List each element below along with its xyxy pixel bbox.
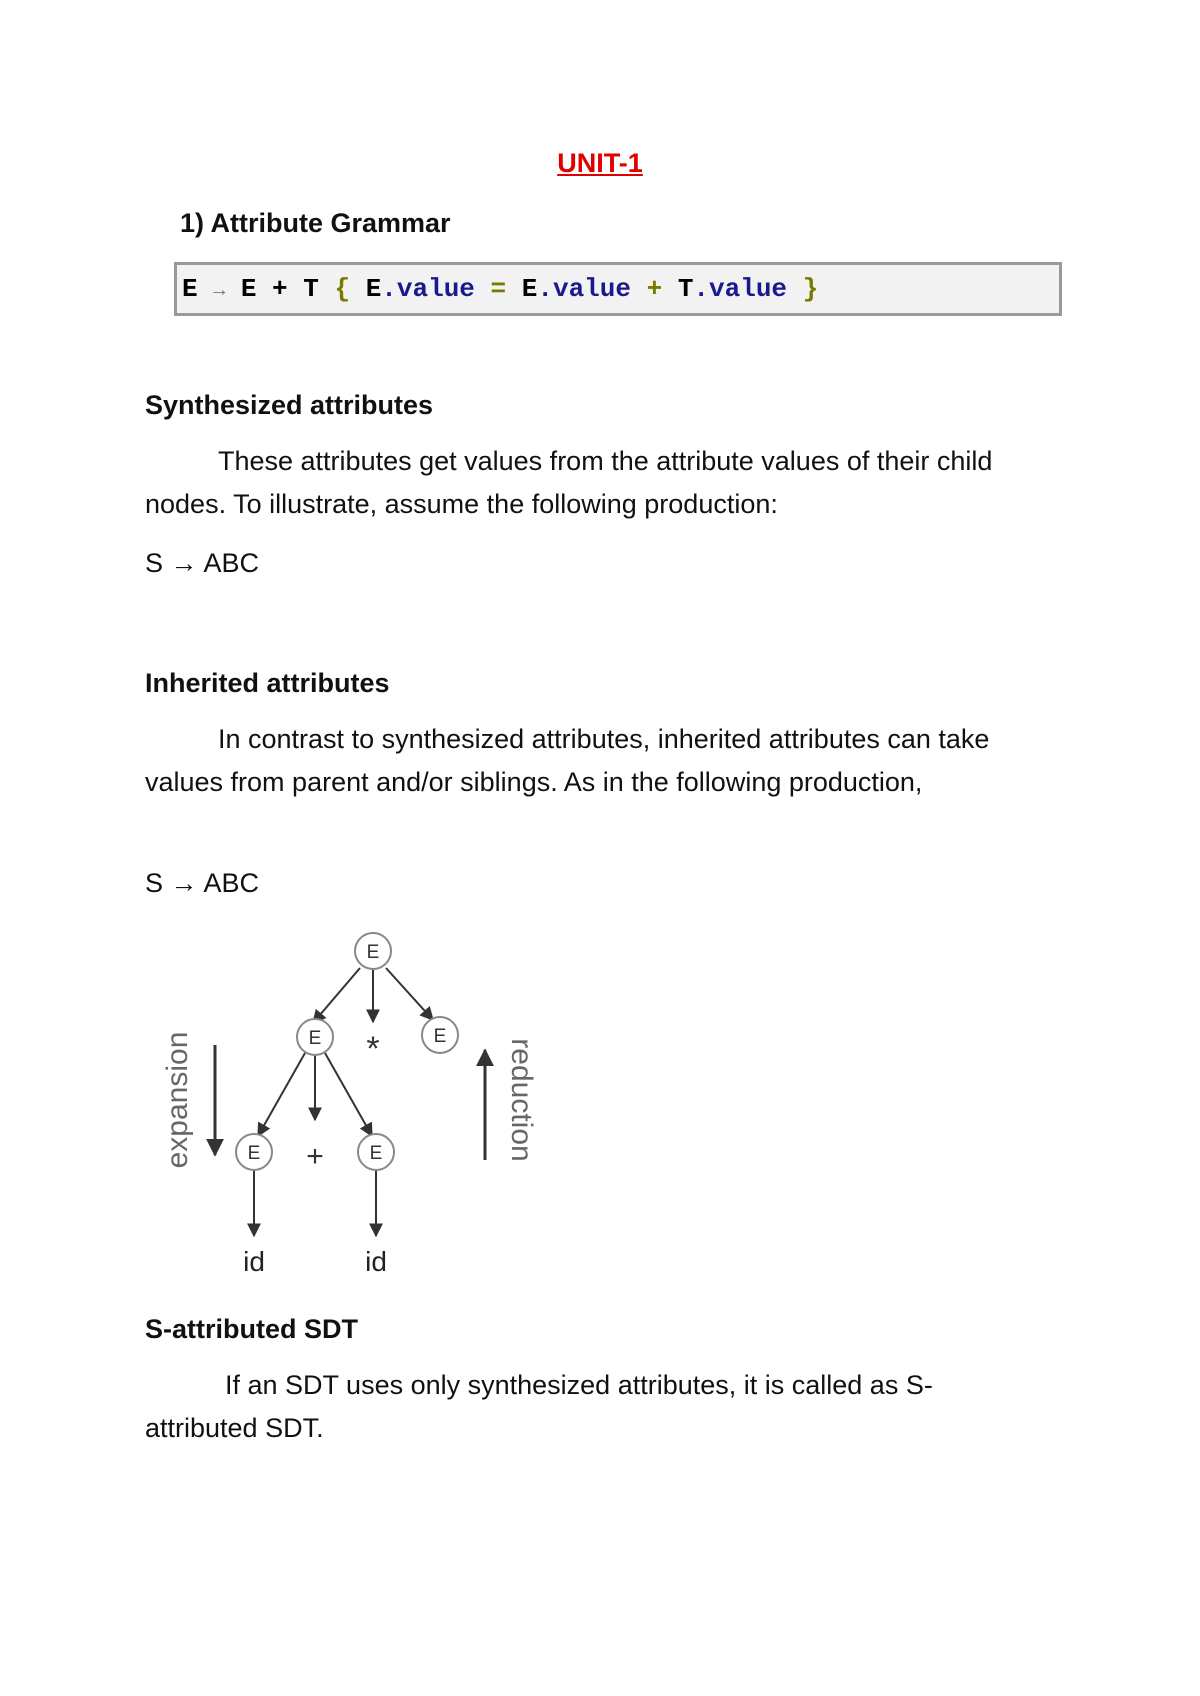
- inherited-heading: Inherited attributes: [145, 668, 390, 698]
- tree-edges: [254, 968, 433, 1236]
- tree-node-right: [422, 1017, 458, 1053]
- tree-node-root: [355, 933, 391, 969]
- synthesized-heading: Synthesized attributes: [145, 390, 434, 420]
- code-open-brace: {: [334, 274, 351, 304]
- node-label: E: [369, 1143, 383, 1164]
- parse-tree-diagram: [150, 920, 550, 1280]
- node-label: E: [366, 942, 380, 963]
- inherited-paragraph: [145, 718, 1045, 804]
- code-action-lhs-obj: E: [365, 274, 382, 304]
- s-attributed-text: If an SDT uses only synthesized attributes, it is called as S-attributed SDT.: [145, 1370, 933, 1443]
- node-label: E: [308, 1028, 322, 1049]
- edge-root-left: [313, 968, 360, 1023]
- synthesized-production: S → ABC: [145, 548, 260, 578]
- operator-star: *: [366, 1030, 380, 1068]
- code-plus: +: [646, 274, 663, 304]
- section-title: 1) Attribute Grammar: [180, 208, 451, 238]
- code-equals: =: [490, 274, 507, 304]
- tree-node-leaf-left: [236, 1134, 272, 1170]
- code-action-r1-obj: E: [521, 274, 538, 304]
- synthesized-paragraph: [145, 440, 1045, 526]
- code-line: [182, 274, 818, 304]
- code-action-r2-prop: .value: [693, 274, 788, 304]
- code-rhs: E + T: [240, 274, 319, 304]
- node-label: E: [247, 1143, 261, 1164]
- operator-plus: +: [306, 1140, 324, 1173]
- unit-title: UNIT-1: [557, 148, 643, 178]
- code-action-lhs-prop: .value: [381, 274, 475, 304]
- synthesized-text: These attributes get values from the attribute values of their child nodes. To illustrate, assume the following production:: [145, 446, 993, 519]
- code-block: [174, 262, 1062, 316]
- inherited-text: In contrast to synthesized attributes, inherited attributes can take values from parent and/or siblings. As in the following production,: [145, 724, 990, 797]
- reduction-indicator: [485, 1038, 538, 1161]
- reduction-label: reduction: [505, 1038, 538, 1162]
- code-lhs: E: [182, 274, 198, 304]
- s-attributed-heading: S-attributed SDT: [145, 1314, 358, 1344]
- expansion-label: expansion: [161, 1031, 194, 1169]
- tree-node-leaf-right: [358, 1134, 394, 1170]
- node-label: E: [433, 1026, 447, 1047]
- tree-node-left: [297, 1019, 333, 1055]
- terminal-id-right: id: [365, 1246, 387, 1277]
- code-close-brace: }: [802, 274, 819, 304]
- code-action-r2-obj: T: [677, 274, 694, 304]
- terminal-id-left: id: [243, 1246, 265, 1277]
- code-action-r1-prop: .value: [537, 274, 631, 304]
- s-attributed-paragraph: [145, 1364, 1045, 1450]
- edge-left-leafleft: [258, 1053, 305, 1136]
- code-arrow: →: [213, 280, 226, 303]
- edge-left-leafright: [325, 1053, 372, 1136]
- inherited-production: S → ABC: [145, 868, 260, 898]
- edge-root-right: [386, 968, 433, 1020]
- expansion-indicator: [161, 1032, 215, 1169]
